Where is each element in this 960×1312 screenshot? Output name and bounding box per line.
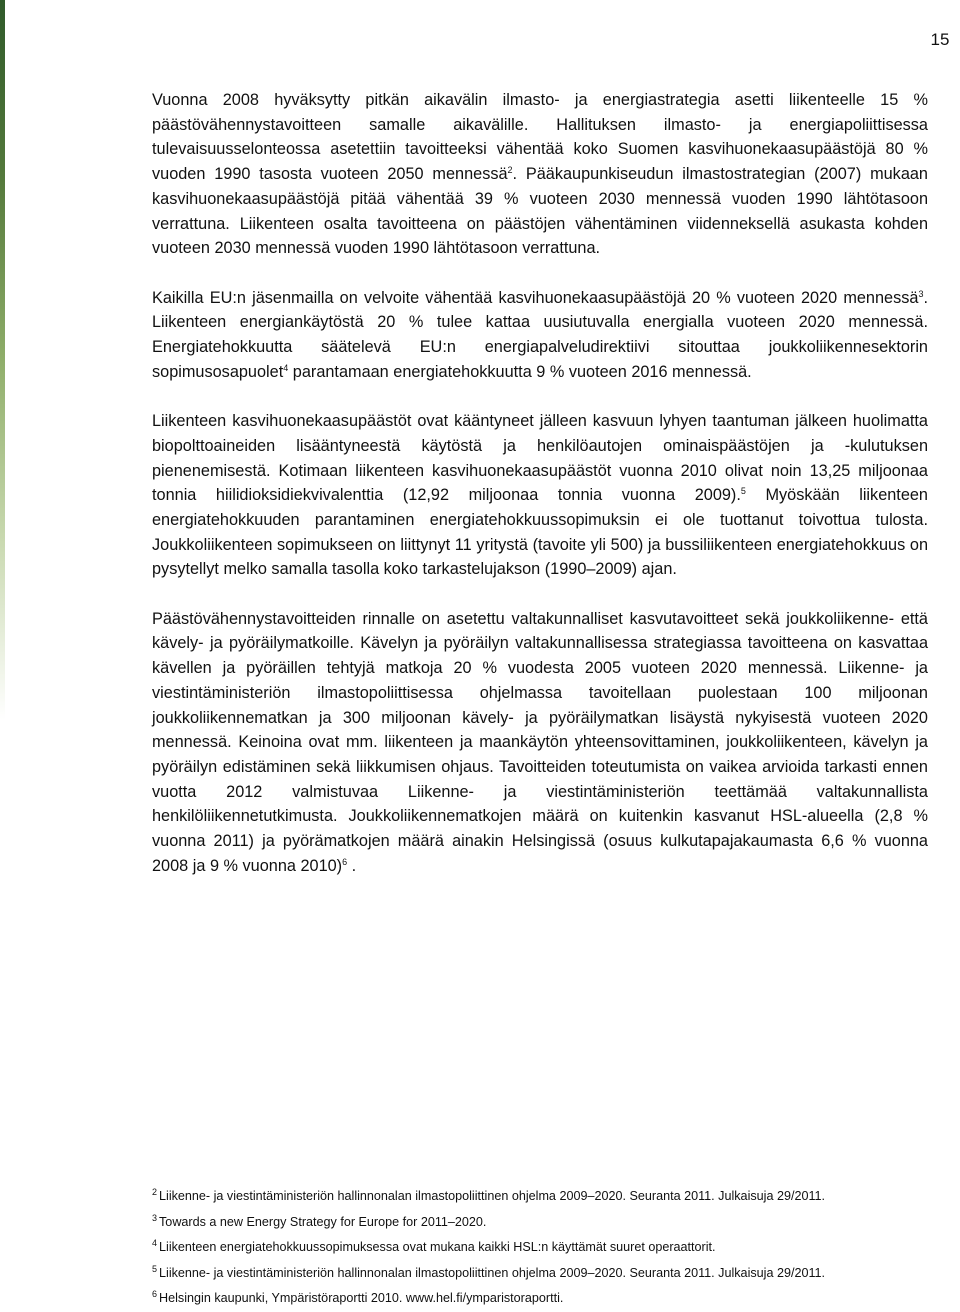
- footnote-5: $^5$ Liikenne- ja viestintäministeriön hallinnonalan ilmastopoliittinen ohjelma 2009–2020. Seuranta 2011. Julkaisuja 29/2011.: [152, 1263, 826, 1280]
- page-number: 15: [930, 30, 950, 49]
- body-text: [152, 88, 928, 903]
- footnote-2: $^2$ Liikenne- ja viestintäministeriön hallinnonalan ilmastopoliittinen ohjelma 2009–2020. Seuranta 2011. Julkaisuja 29/2011.: [152, 1187, 826, 1203]
- paragraph-3: Liikenteen kasvihuonekaasupäästöt ovat kääntyneet jälleen kasvuun lyhyen taantuman jälkeen huolimatta biopolttoaineiden lisääntyneestä käytöstä ja henkilöautojen ominaispäästöjen ja -kulutuksen pienenemisestä. Kotimaan liikenteen kasvihuonekaasupäästöt vuonna 2010 olivat noin 13,25 miljoonaa tonnia hiilidioksidiekvivalenttia (12,92 miljoonaa tonnia vuonna 2009).$^5$ Myöskään liikenteen energiatehokkuuden parantaminen energiatehokkuussopimuksin ei ole tuottanut toivottua tulosta. Joukkoliikenteen sopimukseen on liittynyt 11 yritystä (tavoite yli 500) ja bussiliikenteen energiatehokkuus on pysytellyt melko samalla tasolla koko tarkastelujakson (1990–2009) ajan.: [152, 412, 928, 579]
- footnote-ref-6: 6: [342, 856, 348, 867]
- footnote-6: $^6$ Helsingin kaupunki, Ympäristöraportti 2010. www.hel.fi/ymparistoraportti.: [152, 1289, 564, 1305]
- footnote-ref-5: 5: [740, 486, 746, 497]
- paragraph-2: Kaikilla EU:n jäsenmailla on velvoite vähentää kasvihuonekaasupäästöjä 20 % vuoteen 2020 mennessä$^3$. Liikenteen energiankäytöstä 20 % tulee kattaa uusiutuvalla energialla vuoteen 2020 mennessä. Energiatehokkuutta säätelevä EU:n energiapalveludirektiivi sitouttaa joukkoliikennesektorin sopimusosapuolet$^4$ parantamaan energiatehokkuutta 9 % vuoteen 2016 mennessä.: [152, 288, 928, 381]
- footnote-ref-4: 4: [283, 362, 289, 373]
- footnote-4: $^4$ Liikenteen energiatehokkuussopimuksessa ovat mukana kaikki HSL:n käyttämät suuret operaattorit.: [152, 1238, 716, 1254]
- footnote-3: $^3$ Towards a new Energy Strategy for Europe for 2011–2020.: [152, 1212, 487, 1229]
- footnotes: [152, 1184, 942, 1312]
- footnote-ref-2: 2: [507, 165, 513, 176]
- footnote-ref-3: 3: [918, 288, 924, 299]
- decorative-edge-strip: [0, 0, 5, 720]
- paragraph-4: Päästövähennystavoitteiden rinnalle on asetettu valtakunnalliset kasvutavoitteet sekä joukkoliikenne- että kävely- ja pyöräilymatkoille. Kävelyn ja pyöräilyn valtakunnallisessa strategiassa tavoitteena on kasvattaa kävellen ja pyöräillen tehtyjä matkoja 20 % vuodesta 2005 vuoteen 2020 mennessä. Liikenne- ja viestintäministeriön ilmastopoliittisessa ohjelmassa tavoitellaan puolestaan 100 miljoonan joukkoliikennematkan ja 300 miljoonan kävely- ja pyöräilymatkan lisäystä nykyisestä vuoteen 2020 mennessä. Keinoina ovat mm. liikenteen ja maankäytön yhteensovittaminen, joukkoliikenteen, kävelyn ja pyöräilyn edistäminen sekä liikkumisen ohjaus. Tavoitteiden toteutumista on vaikea arvioida tarkasti ennen vuotta 2012 valmistuvaa Liikenne- ja viestintäministeriön teettämää valtakunnallista henkilöliikennetutkimusta. Joukkoliikennematkojen määrä on kuitenkin kasvanut HSL-alueella (2,8 % vuonna 2011) ja pyörämatkojen määrä ainakin Helsingissä (osuus kulkutapajakaumasta 6,6 % vuonna 2008 ja 9 % vuonna 2010)$^6$ .: [152, 609, 928, 875]
- paragraph-1: Vuonna 2008 hyväksytty pitkän aikavälin ilmasto- ja energiastrategia asetti liikenteelle 15 % päästövähennystavoitteen samalle aikavälille. Hallituksen ilmasto- ja energiapoliittisessa tulevaisuusselonteossa asetettiin tavoitteeksi vähentää koko Suomen kasvihuonekaasupäästöjä 80 % vuoden 1990 tasosta vuoteen 2050 mennessä$^2$. Pääkaupunkiseudun ilmastostrategian (2007) mukaan kasvihuonekaasupäästöjä pitää vähentää 39 % vuoteen 2030 mennessä vuoden 1990 lähtötasoon verrattuna. Liikenteen osalta tavoitteena on päästöjen vähentäminen viidenneksellä asukasta kohden vuoteen 2030 mennessä vuoden 1990 lähtötasoon verrattuna.: [152, 91, 928, 258]
